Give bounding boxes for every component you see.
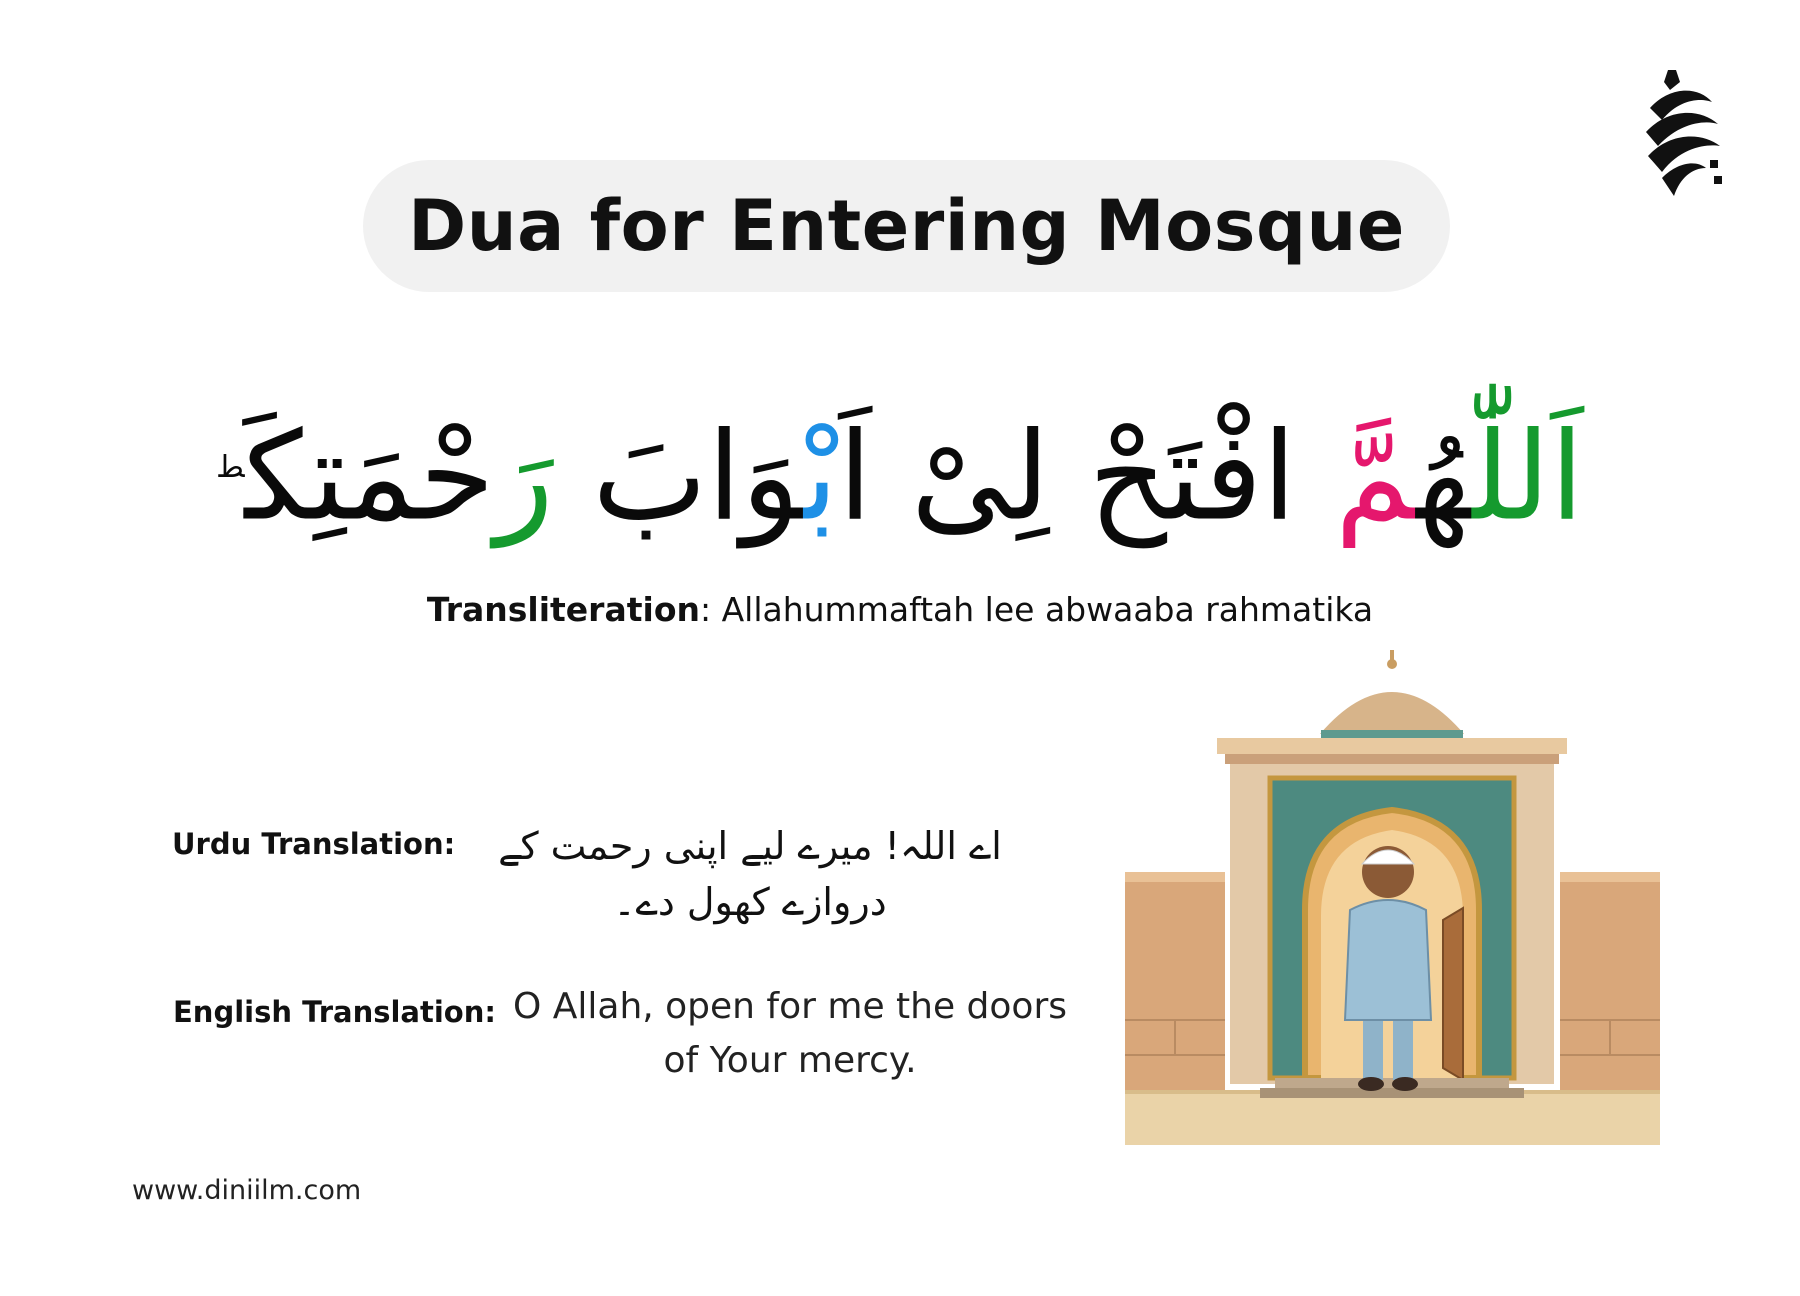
- dua-arabic-part: مَّ: [1335, 405, 1417, 548]
- english-translation-text: O Allah, open for me the doors of Your mercy.: [512, 986, 1068, 1081]
- english-translation-label: English Translation:: [173, 995, 496, 1029]
- dua-arabic-part: حْمَتِكَ: [244, 405, 495, 548]
- title-banner: [363, 160, 1450, 292]
- dua-arabic-part: رَ: [494, 405, 554, 548]
- transliteration-label: Transliteration: [426, 590, 700, 629]
- mosque-entrance-illustration: [1125, 650, 1660, 1145]
- urdu-translation-label: Urdu Translation:: [172, 827, 456, 861]
- website-url: www.diniilm.com: [132, 1175, 362, 1206]
- dua-end-mark: ط: [216, 450, 245, 485]
- dua-arabic-part: افْتَحْ لِىْ اَ: [838, 405, 1336, 548]
- page-title: Dua for Entering Mosque: [408, 185, 1405, 267]
- dua-arabic-part: للّٰ: [1472, 405, 1551, 548]
- urdu-translation-text: اے اللہ! میرے لیے اپنی رحمت کے دروازے کھول دے۔: [498, 824, 1002, 924]
- diniilm-logo-icon: [1640, 68, 1726, 200]
- dua-arabic-part: بْ: [804, 405, 839, 548]
- transliteration: [300, 590, 1500, 629]
- transliteration-text: Allahummaftah lee abwaaba rahmatika: [721, 590, 1374, 629]
- dua-arabic-text: [200, 368, 1600, 568]
- dua-arabic-part: هُ: [1416, 405, 1473, 548]
- dua-arabic-part: اَ: [1550, 405, 1584, 548]
- dua-arabic-part: وَابَ: [553, 405, 805, 548]
- transliteration-separator: :: [699, 590, 722, 629]
